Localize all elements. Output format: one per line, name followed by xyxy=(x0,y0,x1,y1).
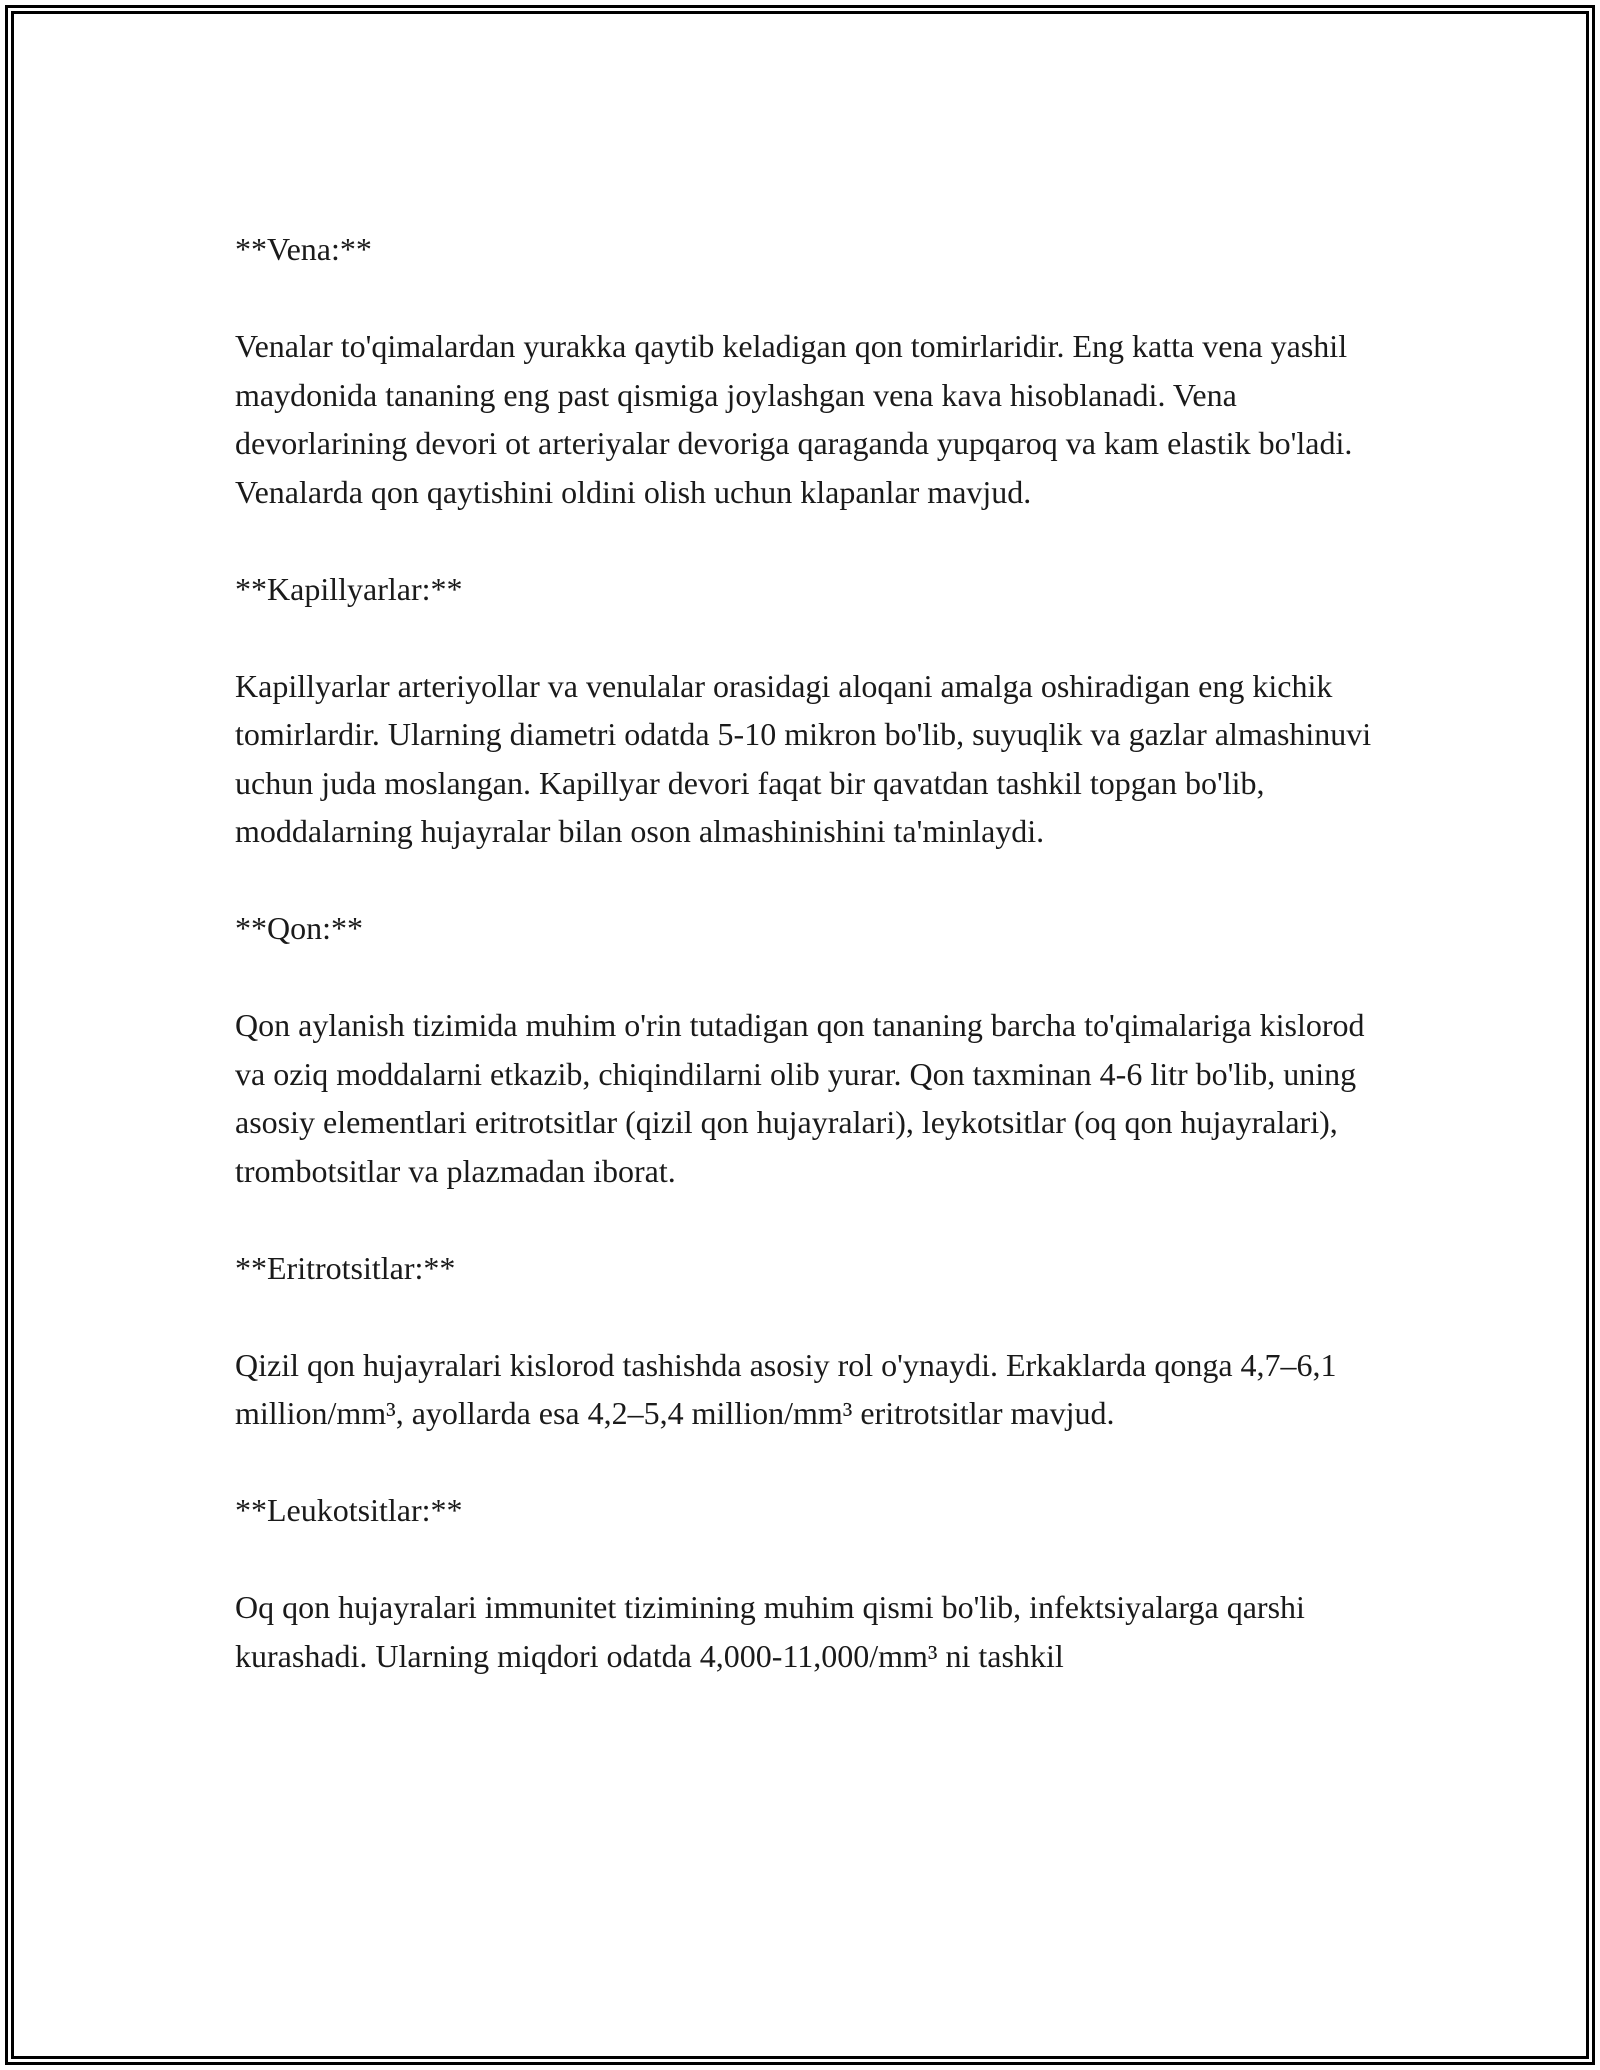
section-vena xyxy=(235,225,1385,516)
section-kapillyarlar xyxy=(235,565,1385,856)
section-heading: **Leukotsitlar:** xyxy=(235,1492,463,1528)
section-leukotsitlar xyxy=(235,1486,1385,1680)
section-heading: **Qon:** xyxy=(235,910,363,946)
section-qon xyxy=(235,904,1385,1195)
section-paragraph: Kapillyarlar arteriyollar va venulalar orasidagi aloqani amalga oshiradigan eng kichik tomirlardir. Ularning diametri odatda 5-10 mikron bo'lib, suyuqlik va gazlar almashinuvi uchun juda moslangan. Kapillyar devori faqat bir qavatdan tashkil topgan bo'lib, moddalarning hujayralar bilan oson almashinishini ta'minlaydi. xyxy=(235,667,1372,849)
section-heading: **Vena:** xyxy=(235,231,372,267)
section-paragraph: Qon aylanish tizimida muhim o'rin tutadigan qon tananing barcha to'qimalariga kislorod va oziq moddalarni etkazib, chiqindilarni olib yurar. Qon taxminan 4-6 litr bo'lib, uning asosiy elementlari eritrotsitlar (qizil qon hujayralari), leykotsitlar (oq qon hujayralari), trombotsitlar va plazmadan iborat. xyxy=(235,1007,1365,1189)
section-paragraph: Qizil qon hujayralari kislorod tashishda asosiy rol o'ynaydi. Erkaklarda qonga 4,7–6,1 million/mm³, ayollarda esa 4,2–5,4 million/mm³ eritrotsitlar mavjud. xyxy=(235,1346,1337,1431)
section-paragraph: Oq qon hujayralari immunitet tizimining muhim qismi bo'lib, infektsiyalarga qarshi kurashadi. Ularning miqdori odatda 4,000-11,000/mm³ ni tashkil xyxy=(235,1589,1305,1674)
section-paragraph: Venalar to'qimalardan yurakka qaytib keladigan qon tomirlaridir. Eng katta vena yashil maydonida tananing eng past qismiga joylashgan vena kava hisoblanadi. Vena devorlarining devori ot arteriyalar devoriga qaraganda yupqaroq va kam elastik bo'ladi. Venalarda qon qaytishini oldini olish uchun klapanlar mavjud. xyxy=(235,328,1353,510)
section-heading: **Eritrotsitlar:** xyxy=(235,1249,456,1286)
section-heading: **Kapillyarlar:** xyxy=(235,570,463,607)
section-eritrotsitlar xyxy=(235,1244,1385,1438)
document-body xyxy=(235,225,1385,1729)
